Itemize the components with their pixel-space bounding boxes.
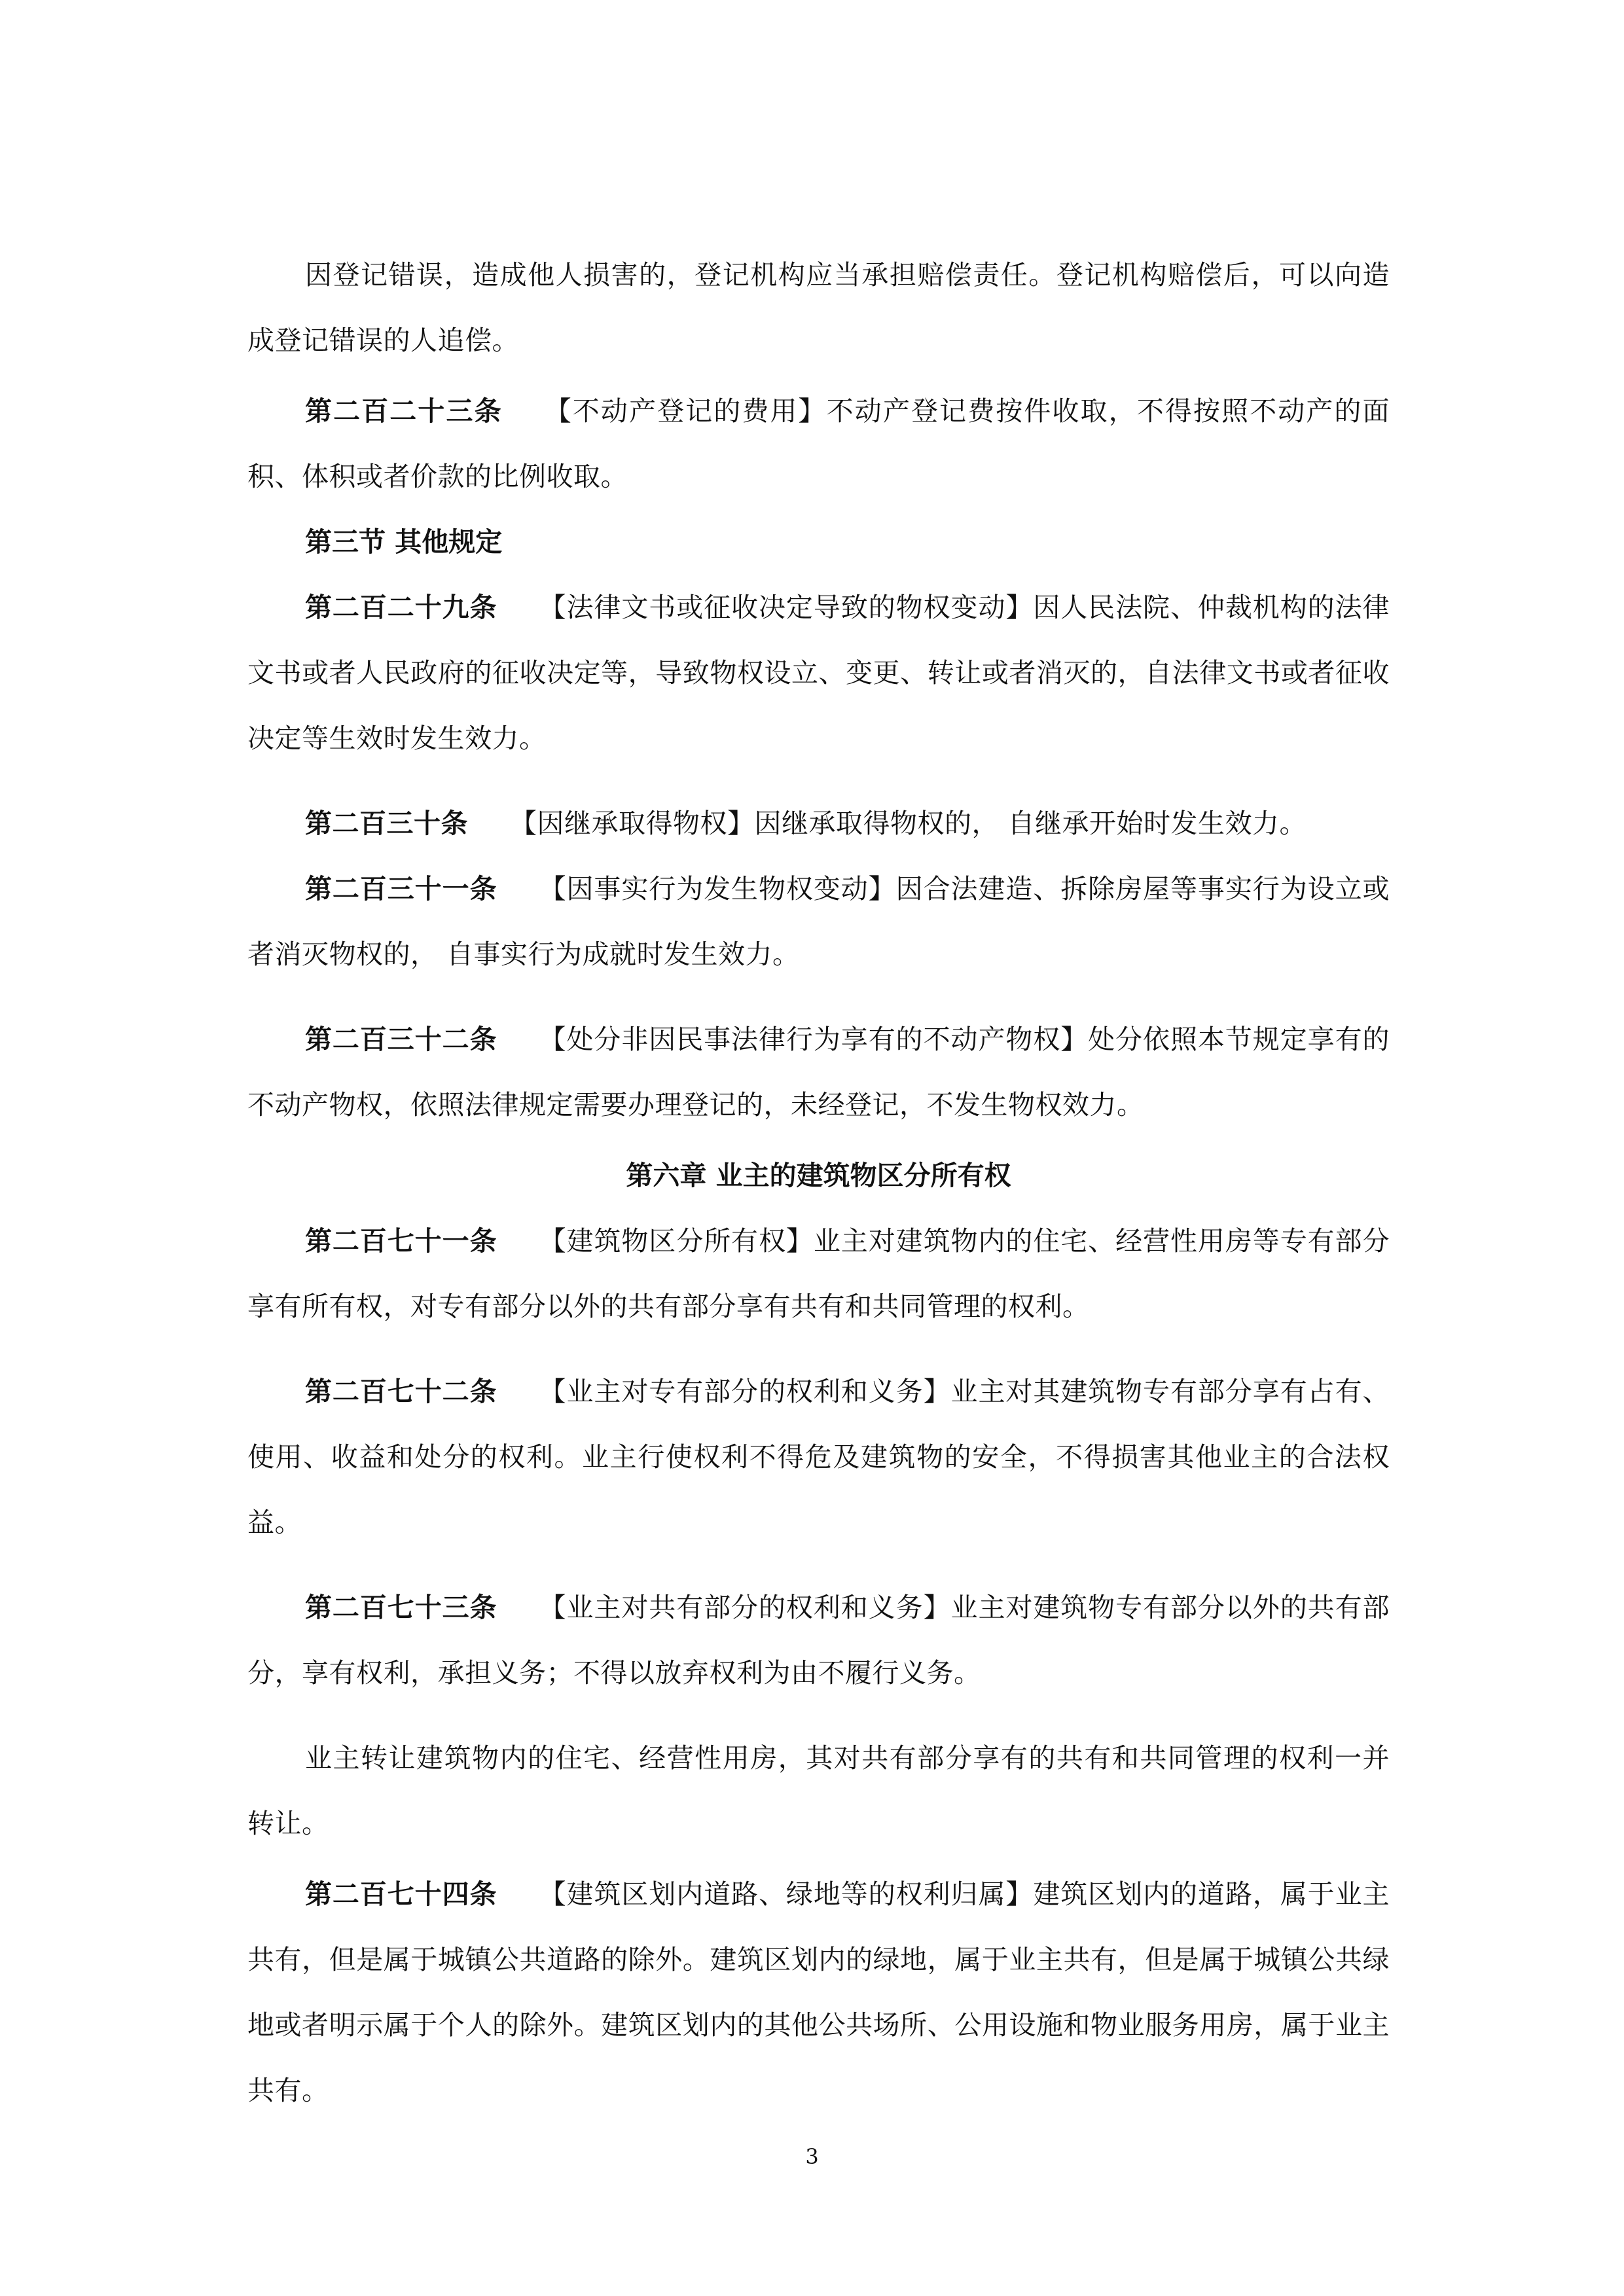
article-number: 第二百七十三条 bbox=[305, 1592, 497, 1623]
page-number: 3 bbox=[805, 2144, 819, 2169]
article-274 bbox=[247, 1861, 1390, 2123]
article-text: 【法律文书或征收决定导致的物权变动】因人民法院、仲裁机构的法律文书或者人民政府的征收决定等，导致物权设立、变更、转让或者消灭的，自法律文书或者征收决定等生效时发生效力。 bbox=[247, 592, 1390, 754]
paragraph bbox=[247, 242, 1390, 373]
article-text: 【因事实行为发生物权变动】因合法建造、拆除房屋等事实行为设立或者消灭物权的， 自事实行为成就时发生效力。 bbox=[247, 873, 1390, 970]
chapter-heading: 第六章 业主的建筑物区分所有权 bbox=[626, 1160, 1011, 1191]
article-273 bbox=[247, 1575, 1390, 1706]
article-text: 【处分非因民事法律行为享有的不动产物权】处分依照本节规定享有的不动产物权，依照法律规定需要办理登记的，未经登记，不发生物权效力。 bbox=[247, 1024, 1390, 1121]
article-number: 第二百二十三条 bbox=[305, 395, 503, 427]
paragraph-text: 业主转让建筑物内的住宅、经营性用房，其对共有部分享有的共有和共同管理的权利一并转让。 bbox=[247, 1742, 1390, 1839]
article-text: 【业主对共有部分的权利和义务】业主对建筑物专有部分以外的共有部分，享有权利，承担义务；不得以放弃权利为由不履行义务。 bbox=[247, 1592, 1390, 1689]
article-272 bbox=[247, 1359, 1390, 1555]
article-number: 第二百三十二条 bbox=[305, 1024, 497, 1055]
article-number: 第二百七十四条 bbox=[305, 1878, 497, 1910]
article-text: 【建筑物区分所有权】业主对建筑物内的住宅、经营性用房等专有部分享有所有权，对专有部分以外的共有部分享有共有和共同管理的权利。 bbox=[247, 1225, 1390, 1322]
paragraph bbox=[247, 1725, 1390, 1856]
article-text: 【业主对专有部分的权利和义务】业主对其建筑物专有部分享有占有、使用、收益和处分的权利。业主行使权利不得危及建筑物的安全，不得损害其他业主的合法权益。 bbox=[247, 1376, 1390, 1538]
article-number: 第二百七十一条 bbox=[305, 1225, 497, 1257]
article-231 bbox=[247, 856, 1390, 987]
article-text: 【不动产登记的费用】不动产登记费按件收取，不得按照不动产的面积、体积或者价款的比例收取。 bbox=[247, 395, 1390, 492]
article-number: 第二百七十二条 bbox=[305, 1376, 497, 1407]
article-number: 第二百三十条 bbox=[305, 808, 468, 839]
article-271 bbox=[247, 1208, 1390, 1339]
article-text: 【因继承取得物权】因继承取得物权的， 自继承开始时发生效力。 bbox=[510, 808, 1307, 839]
article-text: 【建筑区划内道路、绿地等的权利归属】建筑区划内的道路，属于业主共有，但是属于城镇公共道路的除外。建筑区划内的绿地，属于业主共有，但是属于城镇公共绿地或者明示属于个人的除外。建筑区划内的其他公共场所、公用设施和物业服务用房，属于业主共有。 bbox=[247, 1878, 1390, 2106]
article-229 bbox=[247, 575, 1390, 771]
article-232 bbox=[247, 1007, 1390, 1138]
article-number: 第二百三十一条 bbox=[305, 873, 497, 905]
article-230 bbox=[247, 791, 1390, 856]
document-body bbox=[247, 242, 1390, 2123]
section-heading: 第三节 其他规定 bbox=[305, 526, 503, 558]
article-number: 第二百二十九条 bbox=[305, 592, 497, 623]
article-223 bbox=[247, 378, 1390, 509]
paragraph-text: 因登记错误，造成他人损害的，登记机构应当承担赔偿责任。登记机构赔偿后，可以向造成登记错误的人追偿。 bbox=[247, 259, 1390, 356]
